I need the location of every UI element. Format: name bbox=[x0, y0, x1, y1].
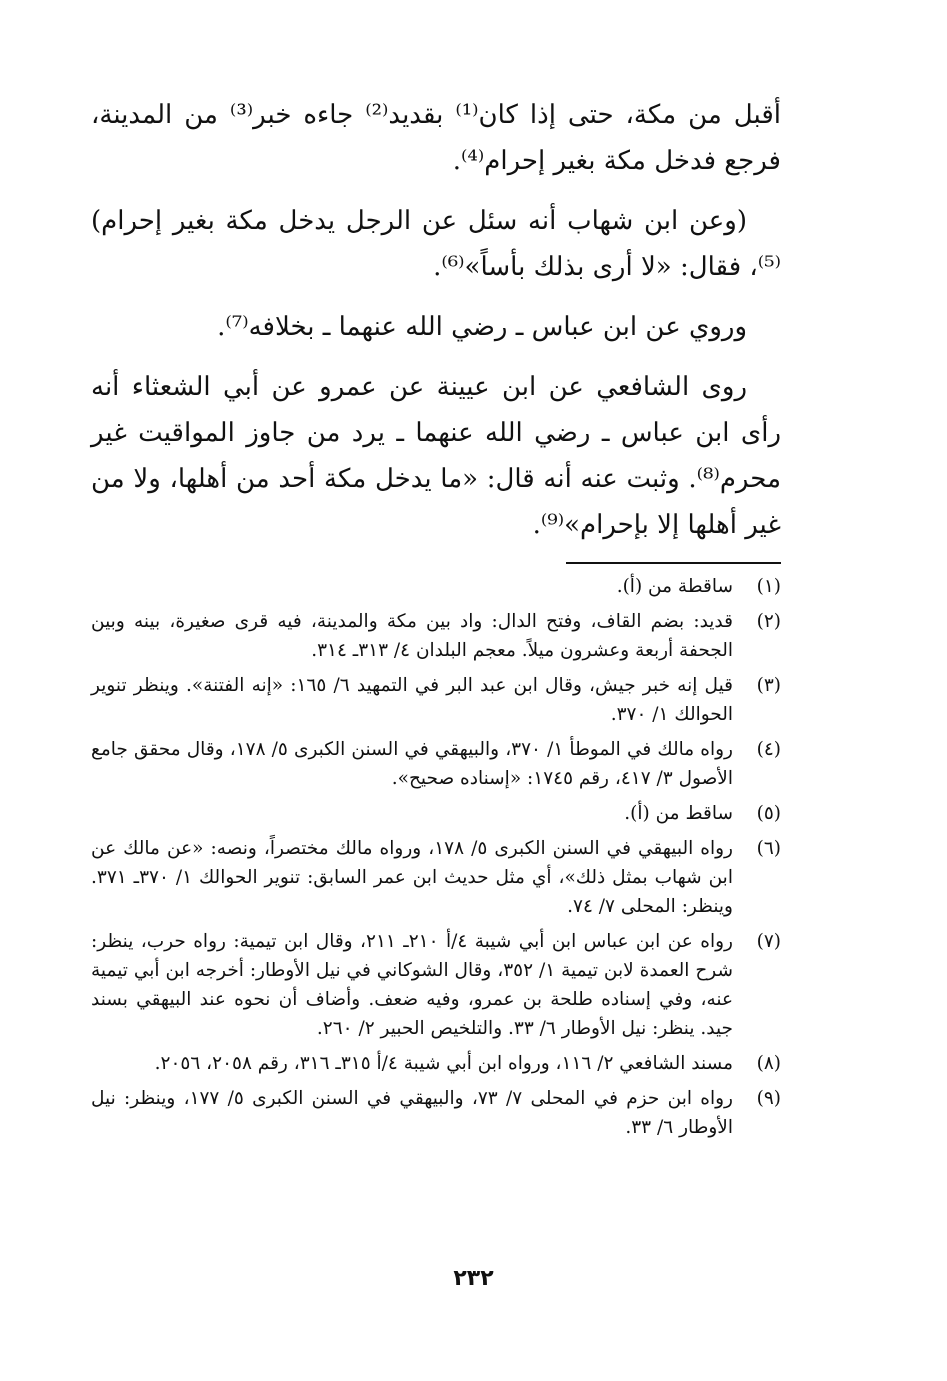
main-paragraph-3: وروي عن ابن عباس ـ رضي الله عنهما ـ بخلافه⁽⁷⁾. bbox=[217, 312, 747, 342]
footnotes bbox=[91, 572, 781, 1148]
footnote-number: (٤) bbox=[756, 739, 781, 760]
footnote bbox=[91, 671, 781, 729]
footnote-number: (٨) bbox=[756, 1053, 781, 1074]
footnote-text: رواه مالك في الموطأ ١/ ٣٧٠، والبيهقي في السنن الكبرى ٥/ ١٧٨، وقال محقق جامع الأصول ٣/ ٤١٧، رقم ١٧٤٥: «إسناده صحيح». bbox=[91, 739, 733, 789]
footnote bbox=[91, 834, 781, 921]
main-paragraph-4: روى الشافعي عن ابن عيينة عن عمرو عن أبي الشعثاء أنه رأى ابن عباس ـ رضي الله عنهما ـ يرد من جاوز المواقيت غير محرم⁽⁸⁾. وثبت عنه أنه قال: «ما يدخل مكة أحد من أهلها، ولا من غير أهلها إلا بإحرام»⁽⁹⁾. bbox=[91, 372, 781, 540]
footnote-divider bbox=[566, 562, 781, 564]
footnote bbox=[91, 799, 781, 828]
footnote-text: رواه البيهقي في السنن الكبرى ٥/ ١٧٨، ورواه مالك مختصراً، ونصه: «عن مالك عن ابن شهاب بمثل ذلك»، أي مثل حديث ابن عمر السابق: تنوير الحوالك ١/ ٣٧٠ـ ٣٧١. وينظر: المحلى ٧/ ٧٤. bbox=[91, 838, 733, 917]
main-paragraph-2: (وعن ابن شهاب أنه سئل عن الرجل يدخل مكة بغير إحرام)⁽⁵⁾، فقال: «لا أرى بذلك بأساً»⁽⁶⁾. bbox=[91, 206, 781, 282]
footnote bbox=[91, 1084, 781, 1142]
footnote-text: قديد: بضم القاف، وفتح الدال: واد بين مكة والمدينة، فيه قرى صغيرة، بينه وبين الجحفة أربعة وعشرون ميلاً. معجم البلدان ٤/ ٣١٣ـ ٣١٤. bbox=[91, 611, 733, 661]
footnote-text: رواه عن ابن عباس ابن أبي شيبة ٤/أ ٢١٠ـ ٢١١، وقال ابن تيمية: رواه حرب، ينظر: شرح العمدة لابن تيمية ١/ ٣٥٢، وقال الشوكاني في نيل الأوطار: أخرجه ابن أبي تيمية عنه، وفي إسناده طلحة بن عمرو، وفيه ضعف. وأضاف أن نحوه عند البيهقي بسند جيد. ينظر: نيل الأوطار ٦/ ٣٣. والتلخيص الحبير ٢/ ٢٦٠. bbox=[91, 931, 733, 1039]
footnote-number: (١) bbox=[756, 576, 781, 597]
footnote bbox=[91, 927, 781, 1043]
main-text bbox=[91, 92, 781, 562]
footnote-number: (٦) bbox=[756, 838, 781, 859]
footnote-text: قيل إنه خبر جيش، وقال ابن عبد البر في التمهيد ٦/ ١٦٥: «إنه الفتنة». وينظر تنوير الحوالك ١/ ٣٧٠. bbox=[91, 675, 733, 725]
footnote-number: (٧) bbox=[756, 931, 781, 952]
footnote-number: (٢) bbox=[756, 611, 781, 632]
footnote-text: مسند الشافعي ٢/ ١١٦، ورواه ابن أبي شيبة ٤/أ ٣١٥ـ ٣١٦، رقم ٢٠٥٨، ٢٠٥٦. bbox=[154, 1053, 733, 1074]
footnote bbox=[91, 572, 781, 601]
main-paragraph-1: أقبل من مكة، حتى إذا كان⁽¹⁾ بقديد⁽²⁾ جاءه خبر⁽³⁾ من المدينة، فرجع فدخل مكة بغير إحرام⁽⁴⁾. bbox=[91, 100, 781, 176]
footnote bbox=[91, 607, 781, 665]
page-number: ٢٣٢ bbox=[453, 1266, 494, 1291]
footnote-number: (٩) bbox=[756, 1088, 781, 1109]
footnote-text: ساقط من (أ). bbox=[624, 803, 733, 824]
footnote-number: (٣) bbox=[756, 675, 781, 696]
footnote bbox=[91, 735, 781, 793]
footnote-text: رواه ابن حزم في المحلى ٧/ ٧٣، والبيهقي في السنن الكبرى ٥/ ١٧٧، وينظر: نيل الأوطار ٦/ ٣٣. bbox=[91, 1088, 733, 1138]
footnote bbox=[91, 1049, 781, 1078]
footnote-text: ساقطة من (أ). bbox=[616, 576, 733, 597]
footnote-number: (٥) bbox=[756, 803, 781, 824]
